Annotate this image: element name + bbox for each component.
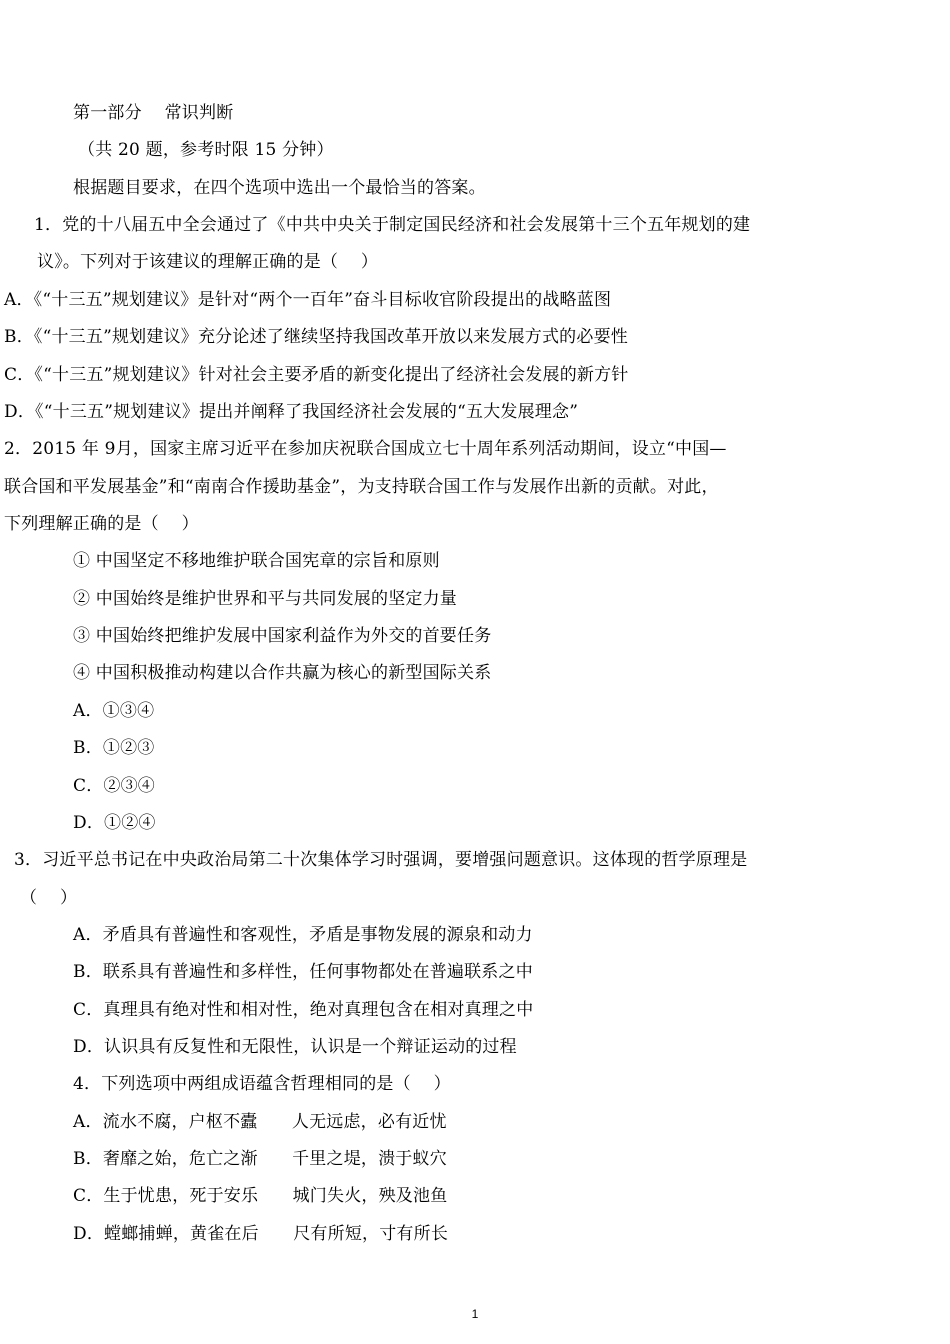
question-1-stem-line-1: 1．党的十八届五中全会通过了《中共中央关于制定国民经济和社会发展第十三个五年规划的建 [34, 215, 751, 235]
question-3-stem-line-1: 3．习近平总书记在中央政治局第二十次集体学习时强调，要增强问题意识。这体现的哲学原理是 [14, 850, 748, 870]
question-4-stem: 4．下列选项中两组成语蕴含哲理相同的是（ ） [73, 1074, 451, 1094]
question-3-option-c: C．真理具有绝对性和相对性，绝对真理包含在相对真理之中 [73, 1000, 534, 1020]
question-3-option-a: A．矛盾具有普遍性和客观性，矛盾是事物发展的源泉和动力 [73, 925, 533, 945]
question-1-option-b: B．《“十三五”规划建议》充分论述了继续坚持我国改革开放以来发展方式的必要性 [4, 327, 628, 347]
question-2-stem-line-1: 2．2015 年 9月，国家主席习近平在参加庆祝联合国成立七十周年系列活动期间，设立“中国— [4, 439, 727, 459]
section-time-note: （共 20 题，参考时限 15 分钟） [78, 140, 334, 160]
question-2-option-c: C．②③④ [73, 776, 156, 796]
question-2-option-d: D．①②④ [73, 813, 156, 833]
question-4-option-a: A．流水不腐，户枢不蠹 人无远虑，必有近忧 [73, 1112, 447, 1132]
question-2-option-b: B．①②③ [73, 738, 155, 758]
question-4-option-c: C．生于忧患，死于安乐 城门失火，殃及池鱼 [73, 1186, 448, 1206]
question-2-statement-4: ④ 中国积极推动构建以合作共赢为核心的新型国际关系 [73, 663, 492, 683]
section-instruction: 根据题目要求，在四个选项中选出一个最恰当的答案。 [73, 178, 486, 198]
question-2-stem-line-2: 联合国和平发展基金”和“南南合作援助基金”，为支持联合国工作与发展作出新的贡献。对此， [4, 477, 719, 497]
question-2-statement-2: ② 中国始终是维护世界和平与共同发展的坚定力量 [73, 589, 458, 609]
question-2-statement-1: ① 中国坚定不移地维护联合国宪章的宗旨和原则 [73, 551, 440, 571]
question-1-option-a: A．《“十三五”规划建议》是针对“两个一百年”奋斗目标收官阶段提出的战略蓝图 [4, 290, 612, 310]
section-title: 第一部分 常识判断 [73, 103, 234, 123]
question-1-stem-line-2: 议》。下列对于该建议的理解正确的是（ ） [37, 252, 379, 272]
question-4-option-b: B．奢靡之始，危亡之渐 千里之堤，溃于蚁穴 [73, 1149, 447, 1169]
question-4-option-d: D．螳螂捕蝉，黄雀在后 尺有所短，寸有所长 [73, 1224, 449, 1244]
question-2-statement-3: ③ 中国始终把维护发展中国家利益作为外交的首要任务 [73, 626, 492, 646]
question-3-option-d: D．认识具有反复性和无限性，认识是一个辩证运动的过程 [73, 1037, 517, 1057]
question-3-stem-line-2: （ ） [20, 888, 78, 908]
question-1-option-c: C．《“十三五”规划建议》针对社会主要矛盾的新变化提出了经济社会发展的新方针 [4, 365, 629, 385]
question-3-option-b: B．联系具有普遍性和多样性，任何事物都处在普遍联系之中 [73, 962, 533, 982]
question-2-option-a: A．①③④ [73, 701, 155, 721]
question-1-option-d: D．《“十三五”规划建议》提出并阐释了我国经济社会发展的“五大发展理念” [4, 402, 579, 422]
page-number: 1 [471, 1307, 479, 1321]
question-2-stem-line-3: 下列理解正确的是（ ） [4, 514, 199, 534]
